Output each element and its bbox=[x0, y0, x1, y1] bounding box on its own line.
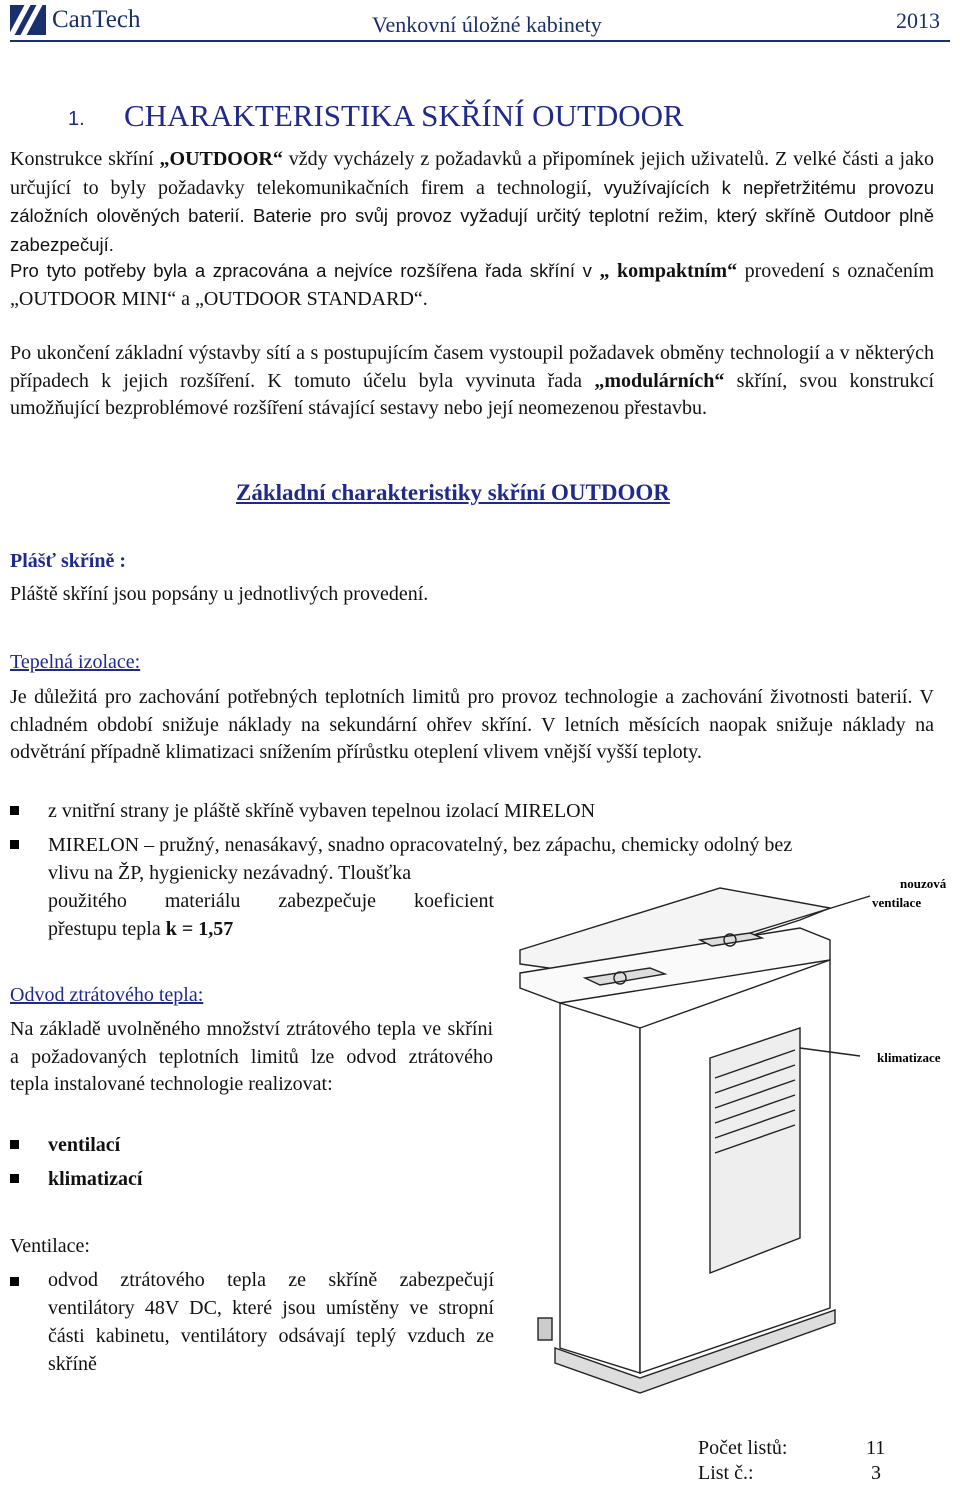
label-ventilace: ventilace bbox=[872, 895, 922, 910]
izolace-bullet-1: z vnitřní strany je pláště skříně vybaven tepelnou izolací MIRELON bbox=[48, 800, 596, 822]
odvod-bullet-2: klimatizací bbox=[48, 1168, 143, 1190]
footer-pocet-value: 11 bbox=[866, 1437, 886, 1459]
plast-heading: Plášť skříně : bbox=[10, 550, 126, 572]
ventilace-bullet-1: odvod ztrátového tepla ze skříně zabezpečují ventilátory 48V DC, které jsou umístěny ve stropní části kabinetu, ventilátory odsávají teplý vzduch ze skříně bbox=[48, 1269, 494, 1375]
bullet-icon bbox=[10, 806, 19, 815]
text: přestupu tepla bbox=[48, 918, 166, 940]
intro-text: vždy vycházely z požadavků a připomínek jejich uživatelů. Z velké části a jako určující to byly požadavky telekomunikačních firem a technologií, bbox=[10, 148, 934, 199]
logo-mark-icon bbox=[10, 5, 46, 35]
label-klimatizace: klimatizace bbox=[877, 1050, 941, 1065]
intro-paragraph-3 bbox=[10, 340, 934, 423]
intro-text: Pro tyto potřeby byla a zpracována a nejvíce rozšířena řada skříní v bbox=[10, 260, 600, 281]
intro-text: Po ukončení základní výstavby sítí a s postupujícím časem vystoupil požadavek obměny technologií a v některých případech k jejich rozšíření. K tomuto účelu byla vyvinuta řada bbox=[10, 342, 934, 392]
izolace-text: Je důležitá pro zachování potřebných teplotních limitů pro provoz technologie a zachování životnosti baterií. V chladném období snižuje náklady na sekundární ohřev skříní. V letních měsících naopak snižuje náklady na odvětrání případně klimatizaci snížením přírůstku oteplení vlivem vnější vyšší teploty. bbox=[10, 686, 934, 764]
izolace-bullet-2-line3: použitého materiálu zabezpečuje koeficient bbox=[48, 890, 494, 912]
odvod-text: Na základě uvolněného množství ztrátového tepla ve skříni a požadovaných teplotních limitů lze odvod ztrátového tepla instalované technologie realizovat: bbox=[10, 1018, 493, 1096]
footer-pocet-label: Počet listů: bbox=[698, 1437, 788, 1459]
cabinet-illustration bbox=[500, 878, 960, 1408]
odvod-bullet-1: ventilací bbox=[48, 1134, 121, 1156]
intro-paragraph-1 bbox=[10, 146, 934, 259]
intro-text-sans: využívajících k nepřetržitému provozu záložních olověných baterií. Baterie pro svůj provoz vyžadují určitý teplotní režim, který skříně Outdoor plně zabezpečují. bbox=[10, 176, 934, 255]
izolace-bullet-2-line1: MIRELON – pružný, nenasákavý, snadno opracovatelný, bez zápachu, chemicky odolný bez bbox=[48, 834, 793, 856]
footer-list-value: 3 bbox=[871, 1462, 881, 1484]
intro-bold: „OUTDOOR“ bbox=[159, 148, 283, 170]
bullet-icon bbox=[10, 1174, 19, 1183]
subtitle: Základní charakteristiky skříní OUTDOOR bbox=[236, 480, 670, 505]
intro-bold: „modulárních“ bbox=[594, 369, 725, 392]
header-title: Venkovní úložné kabinety bbox=[372, 12, 602, 37]
intro-text: Konstrukce skříní bbox=[10, 148, 160, 170]
koeficient-value: k = 1,57 bbox=[165, 918, 234, 940]
ventilace-heading: Ventilace: bbox=[10, 1235, 90, 1257]
logo bbox=[10, 3, 141, 37]
section-heading bbox=[68, 98, 684, 134]
odvod-heading: Odvod ztrátového tepla: bbox=[10, 984, 204, 1006]
label-nouzova-ventilace bbox=[900, 874, 946, 893]
section-title: CHARAKTERISTIKA SKŘÍNÍ OUTDOOR bbox=[124, 98, 684, 133]
footer-list-label: List č.: bbox=[698, 1462, 754, 1484]
izolace-heading: Tepelná izolace: bbox=[10, 651, 141, 673]
izolace-bullet-2-line4 bbox=[48, 915, 233, 943]
logo-text: CanTech bbox=[52, 6, 141, 33]
intro-paragraph-2 bbox=[10, 257, 934, 313]
bullet-icon bbox=[10, 1277, 19, 1286]
intro-text: skříní, svou konstrukcí umožňující bezproblémové rozšíření stávající sestavy nebo její neomezenou přestavbu. bbox=[10, 369, 934, 420]
izolace-bullet-2-line2: vlivu na ŽP, hygienicky nezávadný. Tloušťka bbox=[48, 862, 412, 884]
header-divider bbox=[10, 40, 950, 42]
bullet-icon bbox=[10, 840, 19, 849]
bullet-icon bbox=[10, 1140, 19, 1149]
intro-text: provedení s označením „OUTDOOR MINI“ a „OUTDOOR STANDARD“. bbox=[10, 260, 935, 310]
section-number: 1. bbox=[68, 108, 85, 130]
plast-text: Pláště skříní jsou popsány u jednotlivých provedení. bbox=[10, 583, 429, 605]
intro-bold: „ kompaktním“ bbox=[599, 260, 738, 282]
header-year: 2013 bbox=[896, 8, 940, 33]
label-line: nouzová bbox=[900, 876, 947, 891]
